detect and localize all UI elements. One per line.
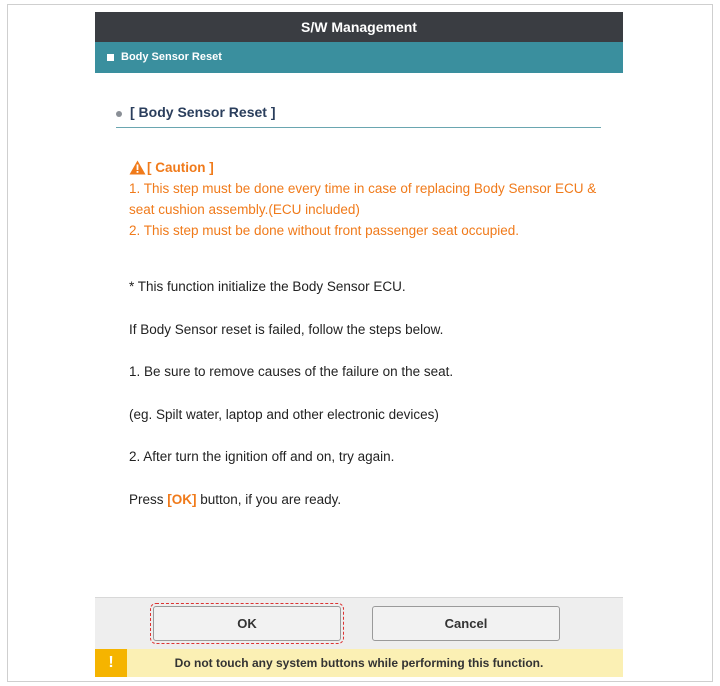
content-area — [95, 73, 623, 598]
section-title: [ Body Sensor Reset ] — [130, 104, 276, 120]
instruction-line: 1. Be sure to remove causes of the failure on the seat. — [129, 364, 454, 379]
button-bar — [95, 597, 623, 649]
warning-triangle-icon — [129, 160, 146, 175]
window-title: S/W Management — [95, 12, 623, 42]
exclamation-icon: ! — [95, 649, 127, 677]
warning-message: Do not touch any system buttons while performing this function. — [174, 656, 544, 670]
press-suffix: button, if you are ready. — [196, 491, 342, 507]
caution-block — [129, 157, 609, 241]
caution-line-2: 2. This step must be done without front passenger seat occupied. — [129, 223, 519, 238]
section-header — [116, 103, 601, 128]
caution-title: [ Caution ] — [147, 160, 214, 175]
instruction-line: (eg. Spilt water, laptop and other electronic devices) — [129, 406, 439, 422]
sw-management-dialog — [95, 12, 623, 677]
square-bullet-icon — [107, 54, 114, 61]
subheader-bar — [95, 42, 623, 73]
cancel-button[interactable]: Cancel — [372, 606, 560, 641]
ok-reference: [OK] — [167, 491, 197, 507]
caution-line-1: 1. This step must be done every time in case of replacing Body Sensor ECU & — [129, 181, 597, 196]
caution-line-1-cont: seat cushion assembly.(ECU included) — [129, 202, 360, 217]
caution-header — [129, 157, 609, 178]
ok-button[interactable]: OK — [153, 606, 341, 641]
subheader-label: Body Sensor Reset — [121, 51, 222, 63]
instruction-line: 2. After turn the ignition off and on, try again. — [129, 449, 395, 464]
warning-bar — [95, 649, 623, 677]
press-ok-line — [129, 491, 609, 534]
instructions — [129, 278, 609, 533]
bullet-dot-icon — [116, 111, 122, 117]
press-prefix: Press — [129, 491, 168, 507]
instruction-line: If Body Sensor reset is failed, follow the steps below. — [129, 321, 444, 337]
instruction-line: * This function initialize the Body Sensor ECU. — [129, 279, 406, 294]
